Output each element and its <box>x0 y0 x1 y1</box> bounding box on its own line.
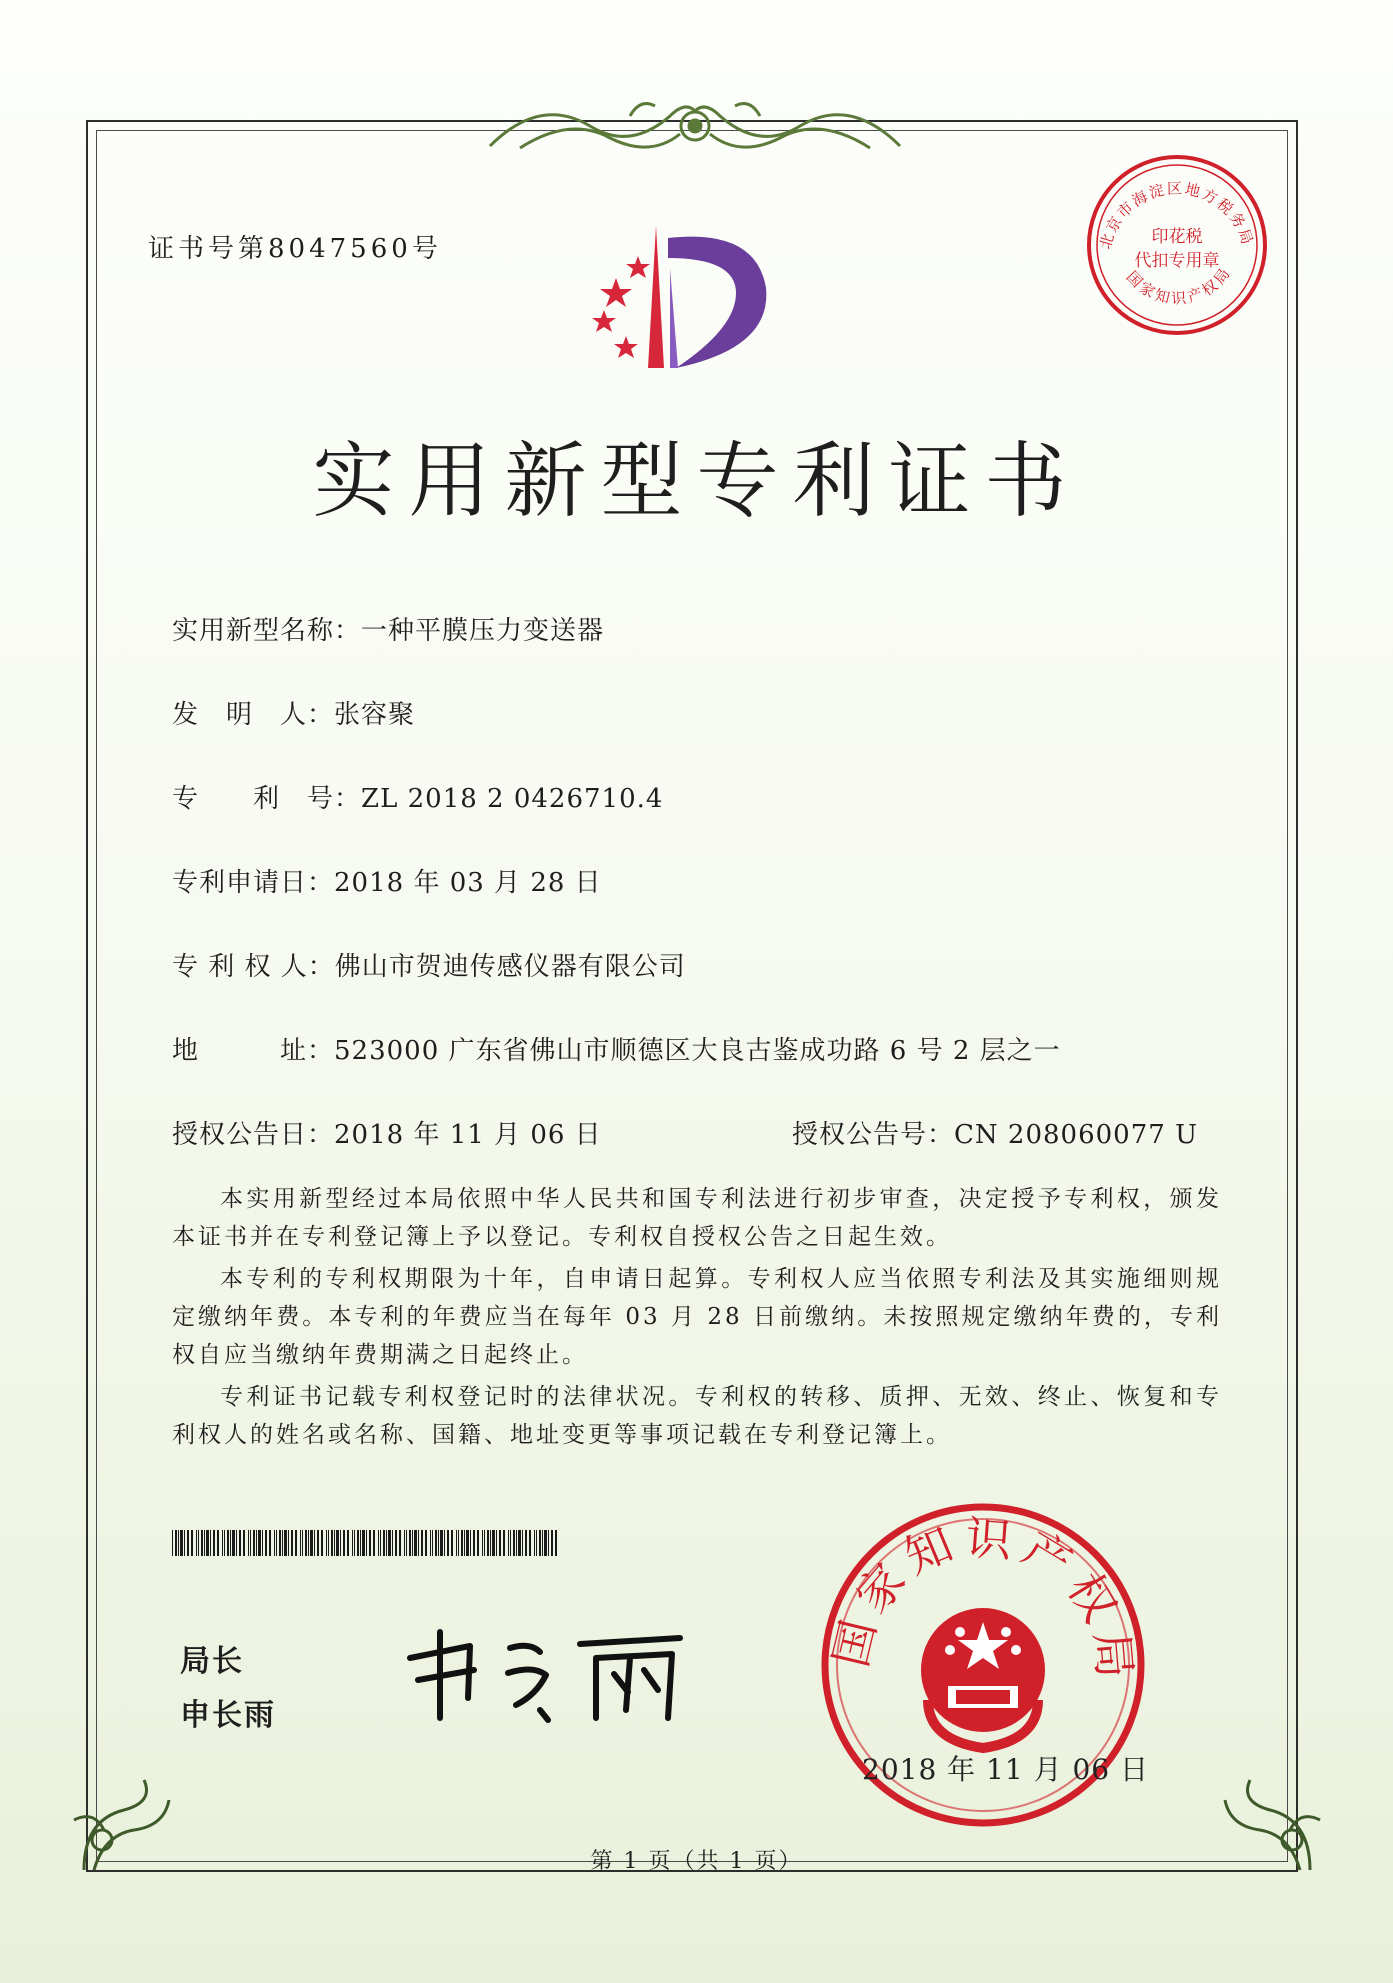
field-grant-number <box>792 1114 1198 1151</box>
patentee-label: 专 利 权 人： <box>172 952 335 982</box>
field-patentee <box>172 946 686 983</box>
director-name: 申长雨 <box>180 1698 276 1733</box>
page-number: 第 1 页（共 1 页） <box>590 1849 803 1874</box>
application-date-label: 专利申请日： <box>172 868 335 898</box>
field-application-date <box>172 862 602 899</box>
certificate-number-value: 8047560 <box>268 234 412 264</box>
director-title: 局长 <box>180 1644 244 1679</box>
model-name-label: 实用新型名称： <box>172 616 362 646</box>
certificate-number-suffix: 号 <box>411 234 442 264</box>
field-grant-date <box>172 1114 602 1151</box>
body-paragraph-3: 专利证书记载专利权登记时的法律状况。专利权的转移、质押、无效、终止、恢复和专利权人的姓名或名称、国籍、地址变更等事项记载在专利登记簿上。 <box>172 1384 1222 1448</box>
application-date-value: 2018 年 03 月 28 日 <box>334 868 602 898</box>
certificate-number-prefix: 证书号第 <box>148 234 269 264</box>
cnipa-logo-icon <box>586 218 806 378</box>
seal-date: 2018 年 11 月 06 日 <box>862 1753 1150 1786</box>
seal-text: 国家知识产权局 <box>823 1510 1143 1689</box>
field-patent-number <box>172 778 663 815</box>
model-name-value: 一种平膜压力变送器 <box>361 616 605 646</box>
patent-number-label: 专 利 号： <box>172 784 362 814</box>
tax-seal <box>1082 150 1272 340</box>
patentee-value: 佛山市贺迪传感仪器有限公司 <box>334 952 686 982</box>
barcode <box>172 1530 562 1556</box>
inventor-value: 张容聚 <box>334 700 416 730</box>
field-address <box>172 1030 1061 1067</box>
grant-date-value: 2018 年 11 月 06 日 <box>334 1120 602 1150</box>
body-paragraph-2: 本专利的专利权期限为十年，自申请日起算。专利权人应当依照专利法及其实施细则规定缴纳年费。本专利的年费应当在每年 03 月 28 日前缴纳。未按照规定缴纳年费的，专利权自应当缴纳年费期满之日起终止。 <box>172 1266 1222 1368</box>
director-signature <box>400 1618 700 1728</box>
address-value: 523000 广东省佛山市顺德区大良古鉴成功路 6 号 2 层之一 <box>334 1036 1061 1066</box>
grant-number-value: CN 208060077 U <box>954 1120 1198 1150</box>
top-ornament-icon <box>480 86 910 166</box>
certificate-body <box>172 1180 1222 1458</box>
tax-seal-line-2: 印花税 <box>1151 227 1203 247</box>
national-emblem-icon <box>921 1608 1045 1748</box>
grant-number-label: 授权公告号： <box>792 1120 955 1150</box>
inventor-label: 发 明 人： <box>172 700 335 730</box>
tax-seal-top-text: 北京市海淀区地方税务局 <box>1096 179 1258 252</box>
certificate-title: 实用新型专利证书 <box>312 434 1081 529</box>
tax-seal-bottom-text: 国家知识产权局 <box>1122 262 1236 308</box>
field-model-name <box>172 610 604 647</box>
certificate-number <box>148 228 442 265</box>
grant-date-label: 授权公告日： <box>172 1120 335 1150</box>
address-label: 地 址： <box>172 1036 335 1066</box>
patent-number-value: ZL 2018 2 0426710.4 <box>361 784 664 814</box>
tax-seal-line-3: 代扣专用章 <box>1134 251 1220 271</box>
body-paragraph-1: 本实用新型经过本局依照中华人民共和国专利法进行初步审查，决定授予专利权，颁发本证书并在专利登记簿上予以登记。专利权自授权公告之日起生效。 <box>172 1186 1222 1250</box>
field-inventor <box>172 694 415 731</box>
